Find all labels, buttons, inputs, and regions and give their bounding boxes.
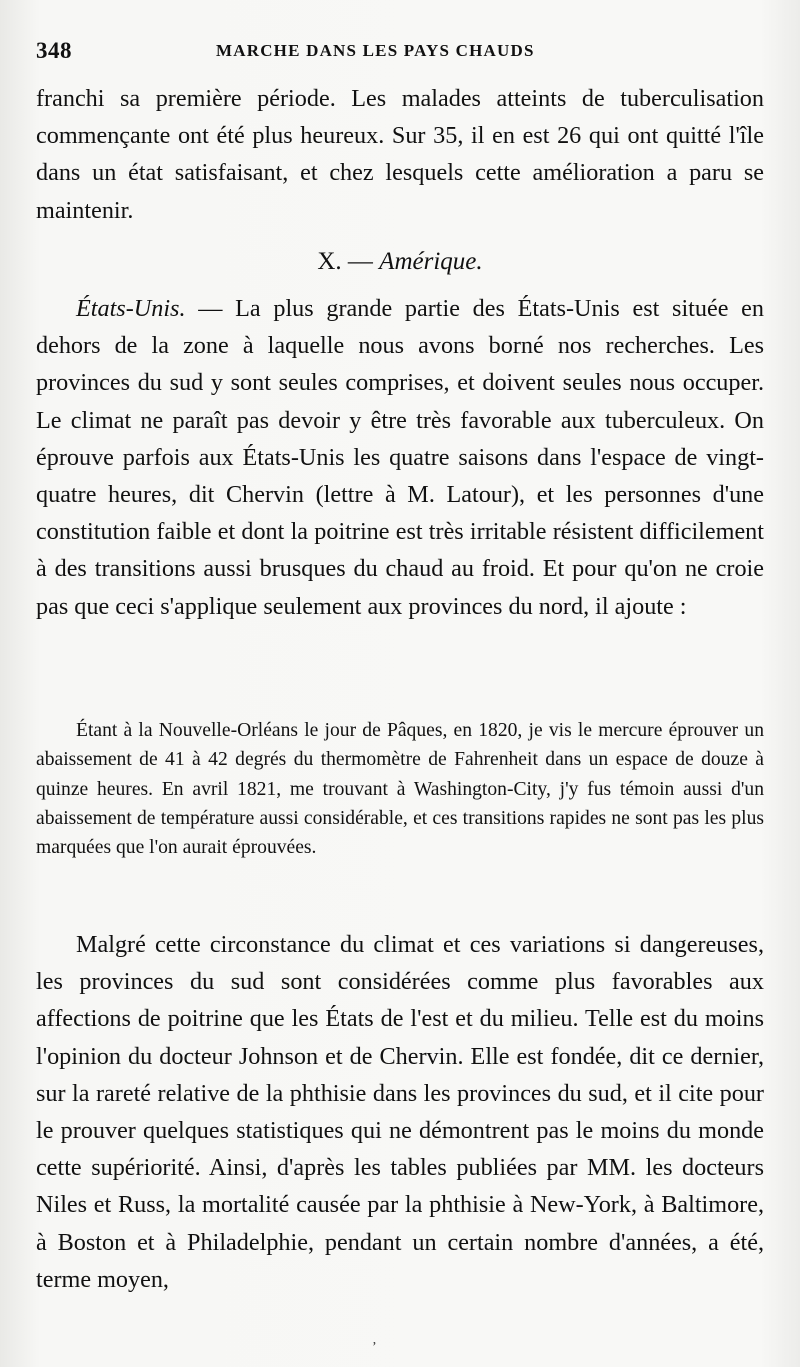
- section-name: Amérique.: [379, 248, 483, 275]
- page-number: 348: [36, 38, 72, 63]
- paragraph-continuation: franchi sa première période. Les malades atteints de tuberculisation commençante ont été plus heureux. Sur 35, il en est 26 qui ont quitté l'île dans un état satisfaisant, et chez lesquels cette amélioration a paru se maintenir.: [36, 85, 764, 224]
- running-head: MARCHE DANS LES PAYS CHAUDS: [216, 41, 535, 60]
- paragraph-lead-heading: États-Unis.: [76, 295, 186, 322]
- paragraph-body: — La plus grande partie des États-Unis est située en dehors de la zone à laquelle nous avons borné nos recherches. Les provinces du sud y sont seules comprises, et doivent seules nous occuper. Le climat ne paraît pas devoir y être très favorable aux tuberculeux. On éprouve parfois aux États-Unis les quatre saisons dans l'espace de vingt-quatre heures, dit Chervin (lettre à M. Latour), et les personnes d'une constitution faible et dont la poitrine est très irritable résistent difficilement à des transitions aussi brusques du chaud au froid. Et pour qu'on ne croie pas que ceci s'applique seulement aux provinces du nord, il ajoute :: [36, 295, 764, 620]
- paragraph-malgre: Malgré cette circonstance du climat et ces variations si dangereuses, les provinces du sud sont considérées comme plus favorables aux affections de poitrine que les États de l'est et du milieu. Telle est du moins l'opinion du docteur Johnson et de Chervin. Elle est fondée, dit ce dernier, sur la rareté relative de la phthisie dans les provinces du sud, et il cite pour le prouver quelques statistiques qui ne démontrent pas le moins du monde cette supériorité. Ainsi, d'après les tables publiées par MM. les docteurs Niles et Russ, la mortalité causée par la phthisie à New-York, à Baltimore, à Boston et à Philadelphie, pendant un certain nombre d'années, a été, terme moyen,: [36, 931, 764, 1293]
- paragraph-etats-unis: [36, 290, 764, 625]
- block-quote: Étant à la Nouvelle-Orléans le jour de Pâques, en 1820, je vis le mercure éprouver un abaissement de 41 à 42 degrés du thermomètre de Fahrenheit dans un espace de douze à quinze heures. En avril 1821, me trouvant à Washington-City, j'y fus témoin aussi d'un abaissement de température aussi considérable, et ces transitions rapides ne sont pas les plus marquées que l'on aurait éprouvées.: [36, 720, 764, 859]
- page-header: [36, 38, 766, 68]
- section-number: X. —: [317, 248, 373, 275]
- footer-mark: ʼ: [372, 1340, 377, 1355]
- section-title: [36, 244, 764, 280]
